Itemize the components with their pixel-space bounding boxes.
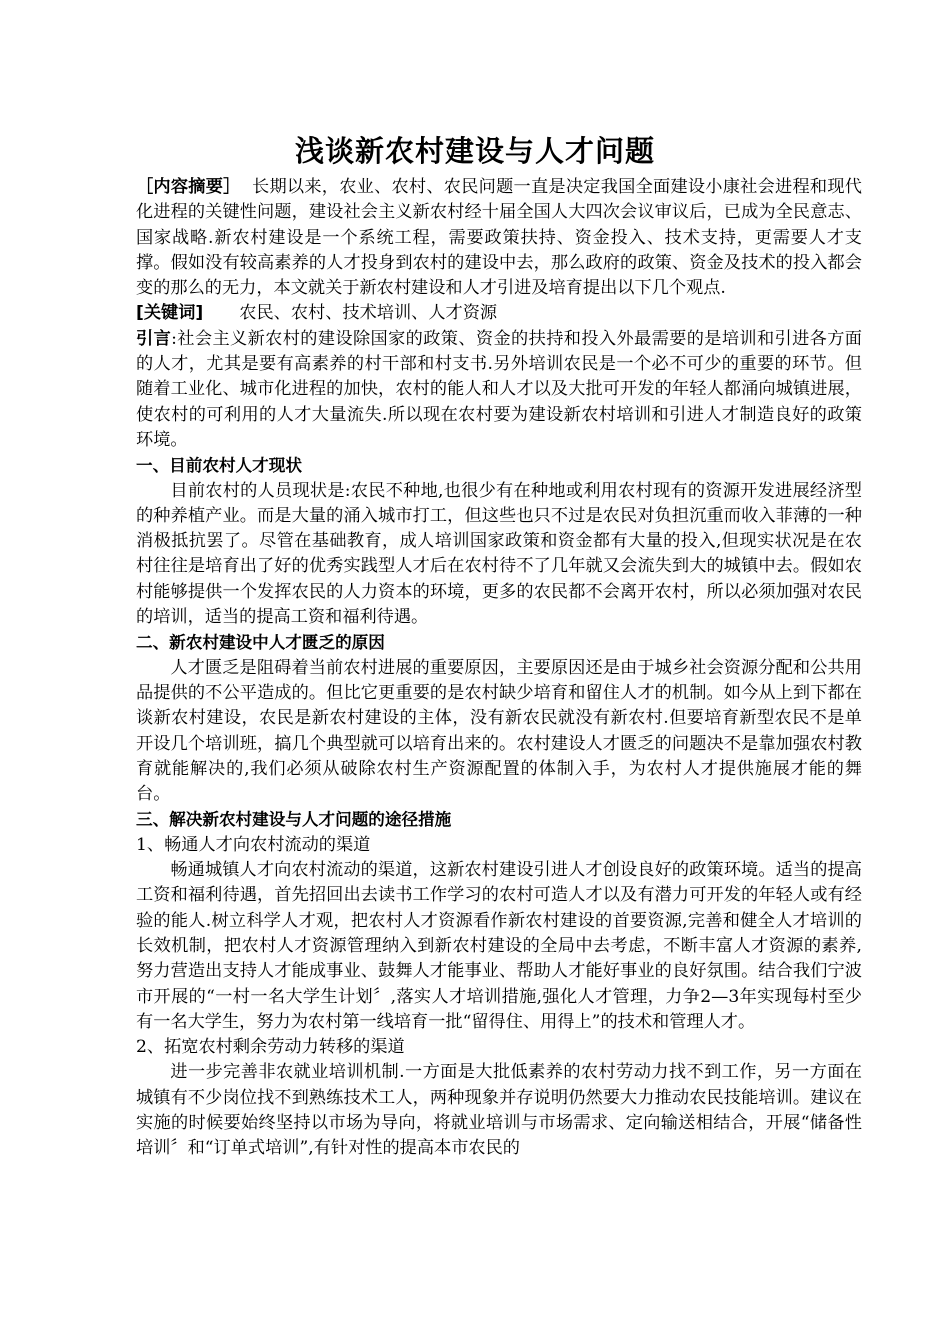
subsection-1-heading: 1、畅通人才向农村流动的渠道 (136, 834, 371, 855)
section-1-paragraph: 目前农村的人员现状是:农民不种地,也很少有在种地或利用农村现有的资源开发进展经济型的种养植产业。而是大量的涌入城市打工，但这些也只不过是农民对负担沉重而收入菲薄的一种消极抵抗罢了。尽管在基础教育，成人培训国家政策和资金都有大量的投入,但现实状况是在农村往往是培育出了好的优秀实践型人才后在农村待不了几年就又会流失到大的城镇中去。假如农村能够提供一个发挥农民的人力资本的环境，更多的农民都不会离开农村，所以必须加强对农民的培训，适当的提高工资和福利待遇。 (136, 480, 862, 628)
article-body (136, 175, 862, 1162)
abstract-paragraph (136, 175, 862, 301)
page-title: 浅谈新农村建设与人才问题 (294, 134, 655, 168)
subsection-2-paragraph: 进一步完善非农就业培训机制.一方面是大批低素养的农村劳动力找不到工作，另一方面在城镇有不少岗位找不到熟练技术工人，两种现象并存说明仍然要大力推动农民技能培训。建议在实施的时候要始终坚持以市场为导向，将就业培训与市场需求、定向输送相结合，开展“储备性培训〞和“订单式培训”,有针对性的提高本市农民的 (136, 1062, 862, 1159)
section-1-heading: 一、目前农村人才现状 (136, 456, 302, 476)
intro-paragraph (136, 327, 862, 453)
keywords-paragraph (136, 301, 862, 326)
subsection-1-paragraph: 畅通城镇人才向农村流动的渠道，这新农村建设引进人才创设良好的政策环境。适当的提高工资和福利待遇，首先招回出去读书工作学习的农村可造人才以及有潜力可开发的年轻人或有经验的能人.树立科学人才观，把农村人才资源看作新农村建设的首要资源,完善和健全人才培训的长效机制，把农村人才资源管理纳入到新农村建设的全局中去考虑，不断丰富人才资源的素养,努力营造出支持人才能成事业、鼓舞人才能事业、帮助人才能好事业的良好氛围。结合我们宁波市开展的“一村一名大学生计划〞,落实人才培训措施,强化人才管理，力争2—3年实现每村至少有一名大学生，努力为农村第一线培育一批“留得住、用得上”的技术和管理人才。 (136, 860, 862, 1032)
abstract-label: ［内容摘要］ (136, 177, 241, 197)
keywords-label: [关键词] (136, 303, 204, 324)
subsection-2-heading: 2、拓宽农村剩余劳动力转移的渠道 (136, 1037, 405, 1058)
section-2-heading: 二、新农村建设中人才匮乏的原因 (136, 633, 385, 653)
section-2-paragraph: 人才匮乏是阻碍着当前农村进展的重要原因，主要原因还是由于城乡社会资源分配和公共用品提供的不公平造成的。但比它更重要的是农村缺少培育和留住人才的机制。如今从上到下都在谈新农村建设，农民是新农村建设的主体，没有新农民就没有新农村.但要培育新型农民不是单开设几个培训班，搞几个典型就可以培育出来的。农村建设人才匮乏的问题决不是靠加强农村教育就能解决的,我们必须从破除农村生产资源配置的体制入手，为农村人才提供施展才能的舞台。 (136, 657, 862, 805)
section-3-heading: 三、解决新农村建设与人才问题的途径措施 (136, 810, 452, 830)
intro-text: :社会主义新农村的建设除国家的政策、资金的扶持和投入外最需要的是培训和引进各方面的人才，尤其是要有高素养的村干部和村支书.另外培训农民是一个必不可少的重要的环节。但随着工业化、城市化进程的加快，农村的能人和人才以及大批可开发的年轻人都涌向城镇进展，使农村的可利用的人才大量流失.所以现在农村要为建设新农村培训和引进人才制造良好的政策环境。 (136, 328, 862, 450)
keywords-text: 农民、农村、技术培训、人才资源 (239, 303, 498, 324)
abstract-text: 长期以来，农业、农村、农民问题一直是决定我国全面建设小康社会进程和现代化进程的关键性问题，建设社会主义新农村经十届全国人大四次会议审议后，已成为全民意志、国家战略.新农村建设是一个系统工程，需要政策扶持、资金投入、技术支持，更需要人才支撑。假如没有较高素养的人才投身到农村的建设中去，那么政府的政策、资金及技术的投入都会变的那么的无力，本文就关于新农村建设和人才引进及培育提出以下几个观点. (136, 177, 862, 299)
intro-label: 引言 (136, 328, 172, 349)
